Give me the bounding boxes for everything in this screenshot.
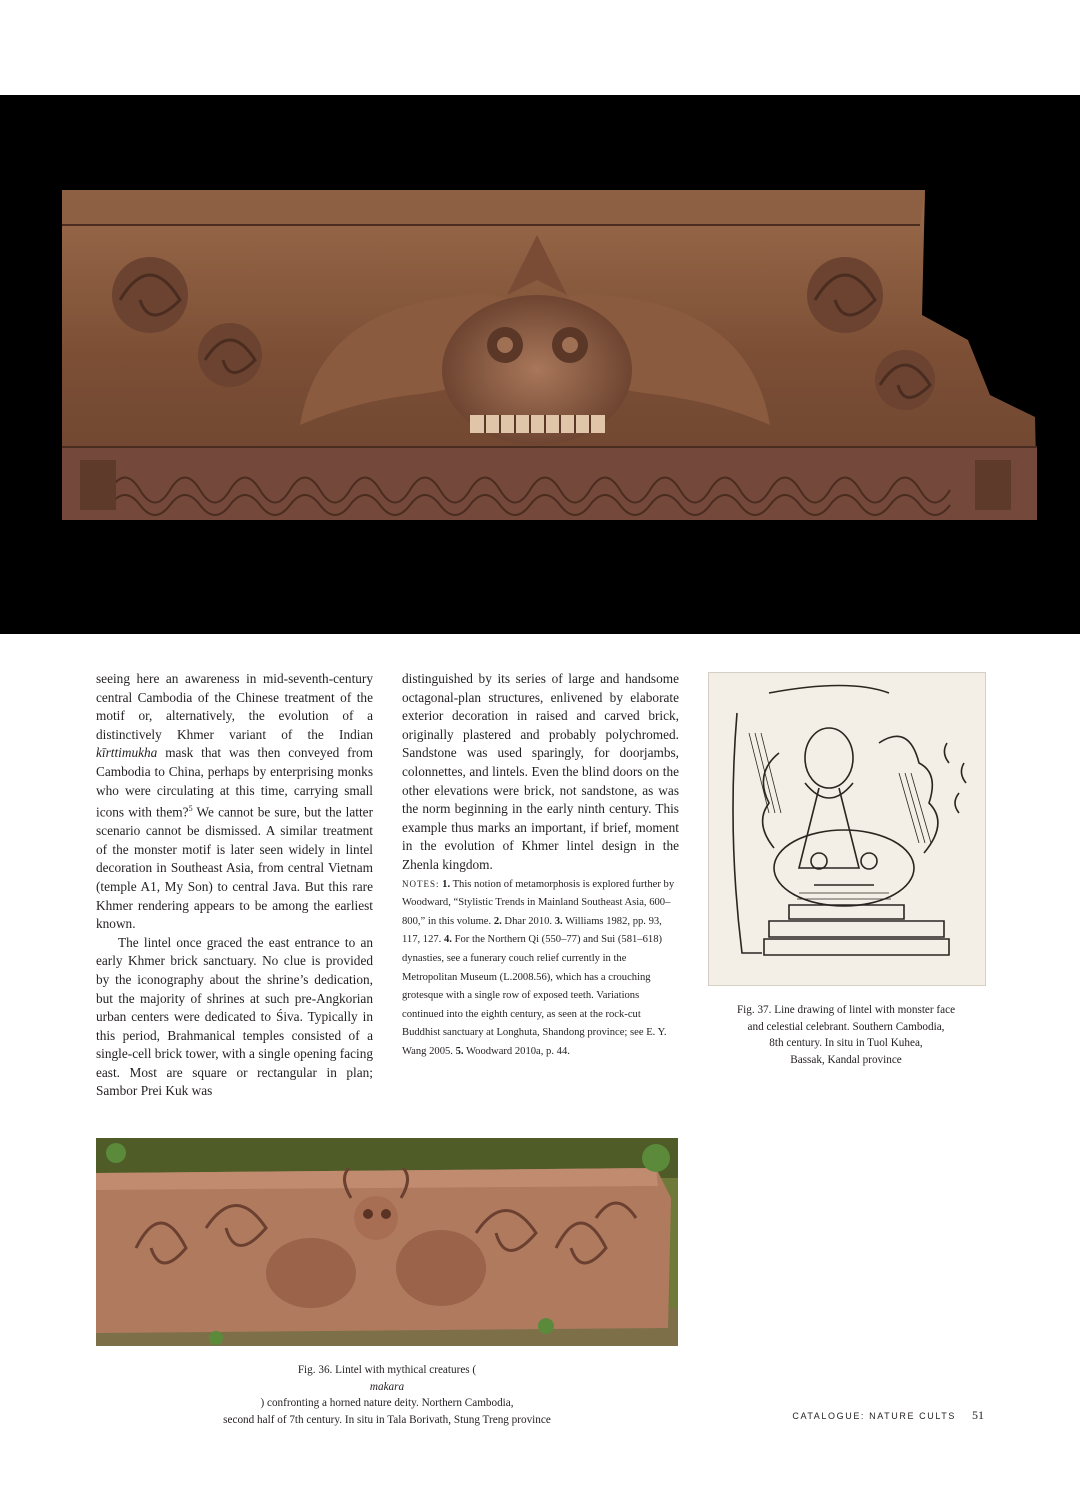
body-paragraph: seeing here an awareness in mid-seventh-century central Cambodia of the Chinese treatment of the motif or, alternatively, the evolution of a distinctively Khmer variant of the Indian kīrttimukha mask that was then conveyed from Cambodia to China, perhaps by enterprising monks who were circulating at this time, carrying small icons with them?$^5$ We cannot be sure, but the latter scenario cannot be dismissed. A similar treatment of the monster motif is later seen widely in lintel decoration in Southeast Asia, from central Vietnam (temple A1, My Son) to central Java. But this rare Khmer rendering appears to be among the earliest known. [96,671,373,932]
line-drawing-icon [709,673,985,985]
fig36-photo [96,1138,678,1346]
hero-image-panel [0,95,1080,634]
fig36-caption: Fig. 36. Lintel with mythical creatures ( makara ) confronting a horned nature deity. Northern Cambodia, second half of 7th century. In situ in Tala Borivath, Stung Treng province [223,1364,551,1426]
footnote-ref: 5 [188,804,193,814]
carved-lintel-photo [0,95,1080,634]
body-column-2 [402,670,679,1061]
body-column-1 [96,670,373,1101]
notes-label: NOTES: [402,878,440,889]
running-head: CATALOGUE: NATURE CULTS [792,1411,956,1421]
body-paragraph: distinguished by its series of large and handsome octagonal-plan structures, enlivened by elaborate exterior decoration in raised and carved brick, originally plastered and probably polychromed. Sandstone was used sparingly, for doorjambs, colonnettes, and lintels. Even the blind doors on the other elevations were brick, not sandstone, as was the norm beginning in the early ninth century. This example thus marks an important, if brief, moment in the evolution of Khmer lintel design in the Zhenla kingdom. [402,671,679,872]
fig37-line-drawing [708,672,986,986]
page-number: 51 [972,1408,984,1422]
fig37-caption: Fig. 37. Line drawing of lintel with monster face and celestial celebrant. Southern Cambodia, 8th century. In situ in Tuol Kuhea, Bassak, Kandal province [736,1004,956,1066]
notes-block: NOTES: 1. This notion of metamorphosis is explored further by Woodward, “Stylistic Trends in Mainland Southeast Asia, 600–800,” in this volume. 2. Dhar 2010. 3. Williams 1982, pp. 93, 117, 127. 4. For the Northern Qi (550–77) and Sui (581–618) dynasties, see a funerary couch relief currently in the Metropolitan Museum (L.2008.56), which has a crouching grotesque with a single row of exposed teeth. Variations continued into the eighth century, as seen at the rock-cut Buddhist sanctuary at Longhuta, Shandong province; see E. Y. Wang 2005. 5. Woodward 2010a, p. 44. [402,878,675,1057]
body-paragraph: The lintel once graced the east entrance to an early Khmer brick sanctuary. No clue is provided by the iconography about the shrine’s dedication, but the majority of shrines at such pre-Angkorian urban centers were dedicated to Śiva. Typically in this period, Brahmanical temples consisted of a single-cell brick tower, with a single opening facing east. Most are square or rectangular in plan; Sambor Prei Kuk was [96,934,373,1099]
in-situ-lintel-photo [96,1138,678,1346]
